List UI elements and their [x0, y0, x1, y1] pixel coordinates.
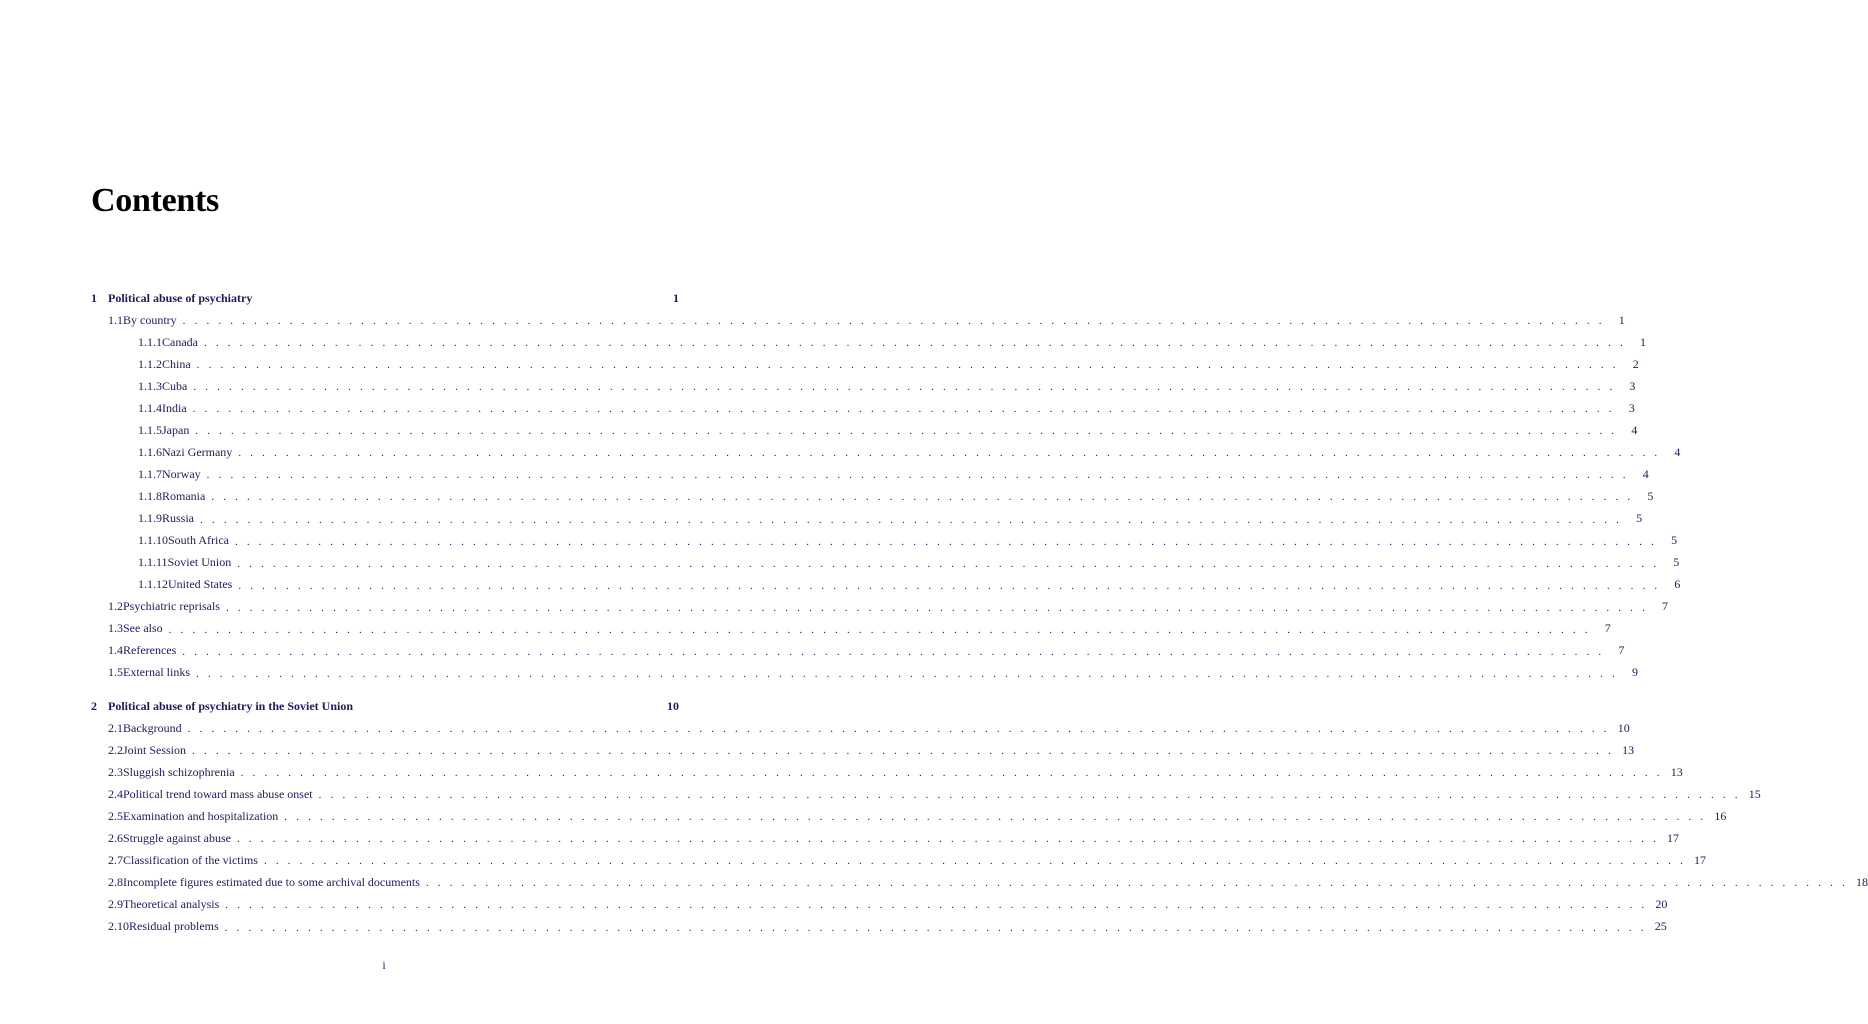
- toc-section[interactable]: [108, 619, 1611, 639]
- toc-subsection[interactable]: [138, 420, 1638, 440]
- toc-entry-title[interactable]: Political abuse of psychiatry: [108, 290, 253, 305]
- toc-entry-number: 1.1.5: [138, 422, 162, 437]
- dot-leader: . . . . . . . . . . . . . . . . . . . . . . . . . . . . . . . . . . . . . . . . . . . . . . . . . . . . . . . . . . . . . . . . . . . . . . . . . . . . . . . . . . . . . . . . . . . . . . . . . . . . . . . . . . . . . . . . . . . . . . . .: [200, 513, 1623, 526]
- toc-entry-number: 1.5: [108, 665, 123, 680]
- toc-entry-number: 2.6: [108, 830, 123, 845]
- toc-entry-title[interactable]: Classification of the victims: [123, 852, 258, 867]
- toc-entry-page: 1: [1640, 334, 1647, 349]
- dot-leader: . . . . . . . . . . . . . . . . . . . . . . . . . . . . . . . . . . . . . . . . . . . . . . . . . . . . . . . . . . . . . . . . . . . . . . . . . . . . . . . . . . . . . . . . . . . . . . . . . . . . . . . . . . . . . . . . . . . . . . . .: [225, 899, 1648, 912]
- toc-entry-number: 1.1.6: [138, 444, 162, 459]
- toc-subsection[interactable]: [138, 398, 1635, 418]
- dot-leader: . . . . . . . . . . . . . . . . . . . . . . . . . . . . . . . . . . . . . . . . . . . . . . . . . . . . . . . . . . . . . . . . . . . . . . . . . . . . . . . . . . . . . . . . . . . . . . . . . . . . . . . . . . . . . . . . . . . . . . . .: [211, 491, 1634, 504]
- toc-entry-page: 17: [1694, 852, 1707, 867]
- dot-leader: . . . . . . . . . . . . . . . . . . . . . . . . . . . . . . . . . . . . . . . . . . . . . . . . . . . . . . . . . . . . . . . . . . . . . . . . . . . . . . . . . . . . . . . . . . . . . . . . . . . . . . . . . . . . . . . . . . . . . . . .: [206, 469, 1629, 482]
- dot-leader: . . . . . . . . . . . . . . . . . . . . . . . . . . . . . . . . . . . . . . . . . . . . . . . . . . . . . . . . . . . . . . . . . . . . . . . . . . . . . . . . . . . . . . . . . . . . . . . . . . . . . . . . . . . . . . . . . . . . . . . .: [182, 315, 1605, 328]
- toc-entry-number: 2.3: [108, 764, 123, 779]
- dot-leader: . . . . . . . . . . . . . . . . . . . . . . . . . . . . . . . . . . . . . . . . . . . . . . . . . . . . . . . . . . . . . . . . . . . . . . . . . . . . . . . . . . . . . . . . . . . . . . . . . . . . . . . . . . . . . . . . . . . . . . . .: [237, 557, 1660, 570]
- toc-entry-number: 1.1.11: [138, 555, 168, 570]
- toc-entry-page: 1: [1618, 312, 1625, 327]
- toc-entry-title[interactable]: Russia: [162, 511, 195, 525]
- toc-entry-title[interactable]: Joint Session: [123, 742, 187, 757]
- toc-entry-number: 2.8: [108, 874, 123, 889]
- toc-entry-number: 1.4: [108, 643, 123, 658]
- toc-entry-page: 9: [1632, 665, 1639, 680]
- dot-leader: . . . . . . . . . . . . . . . . . . . . . . . . . . . . . . . . . . . . . . . . . . . . . . . . . . . . . . . . . . . . . . . . . . . . . . . . . . . . . . . . . . . . . . . . . . . . . . . . . . . . . . . . . . . . . . . . . . . . . . . .: [203, 337, 1627, 350]
- toc-entry-title[interactable]: Sluggish schizophrenia: [123, 764, 235, 779]
- toc-entry-number: 1.1.4: [138, 400, 162, 415]
- toc-entry-page: 18: [1855, 874, 1868, 889]
- page-number-footer: i: [382, 958, 386, 972]
- toc-entry-number: 1.2: [108, 599, 123, 614]
- toc-entry-page: 7: [1618, 643, 1625, 658]
- toc-section[interactable]: [108, 872, 1868, 892]
- toc-entry-page: 10: [667, 698, 679, 713]
- toc-entry-title[interactable]: See also: [123, 621, 163, 636]
- toc-subsection[interactable]: [138, 442, 1681, 462]
- toc-entry-number: 1.3: [108, 621, 123, 636]
- toc-entry-page: 7: [1604, 621, 1611, 636]
- toc-subsection[interactable]: [138, 575, 1681, 595]
- toc-entry-page: 3: [1628, 400, 1635, 415]
- toc-entry-page: 4: [1631, 422, 1638, 437]
- dot-leader: . . . . . . . . . . . . . . . . . . . . . . . . . . . . . . . . . . . . . . . . . . . . . . . . . . . . . . . . . . . . . . . . . . . . . . . . . . . . . . . . . . . . . . . . . . . . . . . . . . . . . . . . . . . . . . . . . . . . . . . .: [192, 745, 1615, 758]
- toc-entry-page: 25: [1654, 919, 1667, 933]
- toc-chapter[interactable]: [91, 288, 679, 308]
- toc-subsection[interactable]: [138, 464, 1649, 484]
- toc-entry-title[interactable]: Incomplete figures estimated due to some archival documents: [123, 874, 420, 889]
- toc-entry-page: 6: [1674, 577, 1681, 592]
- toc-entry-page: 20: [1655, 896, 1668, 911]
- toc-entry-page: 10: [1617, 720, 1630, 735]
- toc-entry-title[interactable]: Canada: [162, 334, 198, 349]
- toc-entry-page: 5: [1647, 488, 1654, 503]
- toc-subsection[interactable]: [138, 332, 1647, 352]
- toc-section[interactable]: [108, 663, 1639, 683]
- toc-entry-number: 1.1.1: [138, 334, 162, 349]
- toc-section[interactable]: [108, 718, 1630, 738]
- toc-entry-title[interactable]: Struggle against abuse: [123, 830, 231, 845]
- toc-entry-page: 16: [1714, 808, 1727, 823]
- toc-entry-number: 1.1.10: [138, 533, 168, 548]
- toc-subsection[interactable]: [138, 509, 1643, 529]
- toc-entry-title[interactable]: Cuba: [162, 378, 188, 393]
- toc-entry-page: 4: [1674, 444, 1681, 459]
- toc-subsection[interactable]: [138, 553, 1680, 573]
- toc-section[interactable]: [108, 597, 1669, 617]
- dot-leader: . . . . . . . . . . . . . . . . . . . . . . . . . . . . . . . . . . . . . . . . . . . . . . . . . . . . . . . . . . . . . . . . . . . . . . . . . . . . . . . . . . . . . . . . . . . . . . . . . . . . . . . . . . . . . . . . . . . . . . . .: [195, 667, 1619, 680]
- toc-entry-title[interactable]: External links: [123, 665, 190, 680]
- dot-leader: . . . . . . . . . . . . . . . . . . . . . . . . . . . . . . . . . . . . . . . . . . . . . . . . . . . . . . . . . . . . . . . . . . . . . . . . . . . . . . . . . . . . . . . . . . . . . . . . . . . . . . . . . . . . . . . . . . . . . . . .: [318, 789, 1741, 802]
- toc-entry-title[interactable]: References: [123, 643, 177, 658]
- toc-entry-title[interactable]: Theoretical analysis: [123, 896, 220, 911]
- toc-section[interactable]: [108, 784, 1761, 804]
- toc-section[interactable]: [108, 850, 1707, 870]
- toc-entry-title[interactable]: Political trend toward mass abuse onset: [123, 786, 313, 801]
- toc-chapter[interactable]: [91, 696, 679, 716]
- toc-entry-title[interactable]: Political abuse of psychiatry in the Soviet Union: [108, 698, 354, 713]
- dot-leader: . . . . . . . . . . . . . . . . . . . . . . . . . . . . . . . . . . . . . . . . . . . . . . . . . . . . . . . . . . . . . . . . . . . . . . . . . . . . . . . . . . . . . . . . . . . . . . . . . . . . . . . . . . . . . . . . . . . . . . . .: [236, 833, 1660, 846]
- toc-entry-page: 1: [673, 290, 679, 305]
- toc-entry-page: 15: [1748, 786, 1761, 801]
- toc-entry-title[interactable]: South Africa: [168, 533, 229, 548]
- toc-entry-title[interactable]: India: [162, 400, 187, 415]
- toc-entry-number: 2.5: [108, 808, 123, 823]
- toc-section[interactable]: [108, 917, 1667, 937]
- dot-leader: . . . . . . . . . . . . . . . . . . . . . . . . . . . . . . . . . . . . . . . . . . . . . . . . . . . . . . . . . . . . . . . . . . . . . . . . . . . . . . . . . . . . . . . . . . . . . . . . . . . . . . . . . . . . . . . . . . . . . . . .: [192, 403, 1615, 416]
- dot-leader: . . . . . . . . . . . . . . . . . . . . . . . . . . . . . . . . . . . . . . . . . . . . . . . . . . . . . . . . . . . . . . . . . . . . . . . . . . . . . . . . . . . . . . . . . . . . . . . . . . . . . . . . . . . . . . . . . . . . . . . .: [284, 811, 1707, 824]
- toc-section[interactable]: [108, 740, 1635, 760]
- toc-entry-page: 4: [1642, 466, 1649, 481]
- toc-section[interactable]: [108, 894, 1668, 914]
- toc-entry-page: 5: [1636, 511, 1643, 525]
- toc-entry-number: 1: [91, 290, 97, 305]
- page-title: Contents: [91, 182, 219, 219]
- toc-entry-number: 1.1.9: [138, 511, 162, 525]
- toc-entry-title[interactable]: Japan: [162, 422, 190, 437]
- dot-leader: . . . . . . . . . . . . . . . . . . . . . . . . . . . . . . . . . . . . . . . . . . . . . . . . . . . . . . . . . . . . . . . . . . . . . . . . . . . . . . . . . . . . . . . . . . . . . . . . . . . . . . . . . . . . . . . . . . . . . . . .: [193, 381, 1616, 394]
- dot-leader: . . . . . . . . . . . . . . . . . . . . . . . . . . . . . . . . . . . . . . . . . . . . . . . . . . . . . . . . . . . . . . . . . . . . . . . . . . . . . . . . . . . . . . . . . . . . . . . . . . . . . . . . . . . . . . . . . . . . . . . .: [238, 579, 1661, 592]
- toc-section[interactable]: [108, 806, 1727, 826]
- toc-entry-page: 13: [1622, 742, 1635, 757]
- toc-entry-page: 13: [1670, 764, 1683, 779]
- toc-entry-title[interactable]: Examination and hospitalization: [123, 808, 279, 823]
- toc-section[interactable]: [108, 828, 1680, 848]
- dot-leader: . . . . . . . . . . . . . . . . . . . . . . . . . . . . . . . . . . . . . . . . . . . . . . . . . . . . . . . . . . . . . . . . . . . . . . . . . . . . . . . . . . . . . . . . . . . . . . . . . . . . . . . . . . . . . . . . . . . . . . . .: [195, 425, 1618, 438]
- toc-entry-title[interactable]: United States: [168, 577, 233, 592]
- toc-entry-number: 2.1: [108, 720, 123, 735]
- toc-entry-title[interactable]: Background: [123, 720, 182, 735]
- toc-entry-page: 5: [1673, 555, 1680, 570]
- toc-entry-number: 2.2: [108, 742, 123, 757]
- dot-leader: . . . . . . . . . . . . . . . . . . . . . . . . . . . . . . . . . . . . . . . . . . . . . . . . . . . . . . . . . . . . . . . . . . . . . . . . . . . . . . . . . . . . . . . . . . . . . . . . . . . . . . . . . . . . . . . . . . . . . . . .: [238, 447, 1661, 460]
- dot-leader: . . . . . . . . . . . . . . . . . . . . . . . . . . . . . . . . . . . . . . . . . . . . . . . . . . . . . . . . . . . . . . . . . . . . . . . . . . . . . . . . . . . . . . . . . . . . . . . . . . . . . . . . . . . . . . . . . . . . . . . .: [263, 855, 1687, 868]
- toc-entry-number: 2.4: [108, 786, 123, 801]
- toc-section[interactable]: [108, 762, 1683, 782]
- toc-subsection[interactable]: [138, 531, 1678, 551]
- toc-entry-page: 2: [1632, 356, 1639, 371]
- toc-entry-title[interactable]: Soviet Union: [167, 555, 232, 570]
- toc-entry-page: 7: [1662, 599, 1669, 614]
- toc-section[interactable]: [108, 310, 1625, 330]
- toc-entry-page: 5: [1671, 533, 1678, 548]
- dot-leader: . . . . . . . . . . . . . . . . . . . . . . . . . . . . . . . . . . . . . . . . . . . . . . . . . . . . . . . . . . . . . . . . . . . . . . . . . . . . . . . . . . . . . . . . . . . . . . . . . . . . . . . . . . . . . . . . . . . . . . . .: [425, 877, 1848, 890]
- toc-entry-title[interactable]: Romania: [162, 488, 206, 503]
- toc-entry-number: 1.1.12: [138, 577, 168, 592]
- toc-entry-number: 1.1.3: [138, 378, 162, 393]
- toc-entry-title[interactable]: Residual problems: [129, 919, 219, 933]
- dot-leader: [258, 297, 659, 299]
- toc-entry-number: 2.9: [108, 896, 123, 911]
- dot-leader: . . . . . . . . . . . . . . . . . . . . . . . . . . . . . . . . . . . . . . . . . . . . . . . . . . . . . . . . . . . . . . . . . . . . . . . . . . . . . . . . . . . . . . . . . . . . . . . . . . . . . . . . . . . . . . . . . . . . . . . .: [224, 921, 1647, 934]
- dot-leader: [359, 705, 659, 707]
- toc-entry-title[interactable]: China: [162, 356, 191, 371]
- toc-entry-number: 2.10: [108, 919, 129, 933]
- toc-entry-title[interactable]: Norway: [162, 466, 201, 481]
- toc-entry-number: 2: [91, 698, 97, 713]
- toc-entry-number: 1.1.2: [138, 356, 162, 371]
- toc-entry-title[interactable]: Nazi Germany: [162, 444, 233, 459]
- dot-leader: . . . . . . . . . . . . . . . . . . . . . . . . . . . . . . . . . . . . . . . . . . . . . . . . . . . . . . . . . . . . . . . . . . . . . . . . . . . . . . . . . . . . . . . . . . . . . . . . . . . . . . . . . . . . . . . . . . . . . . . .: [225, 601, 1649, 614]
- toc-entry-page: 3: [1629, 378, 1636, 393]
- toc-entry-title[interactable]: Psychiatric reprisals: [123, 599, 220, 614]
- dot-leader: . . . . . . . . . . . . . . . . . . . . . . . . . . . . . . . . . . . . . . . . . . . . . . . . . . . . . . . . . . . . . . . . . . . . . . . . . . . . . . . . . . . . . . . . . . . . . . . . . . . . . . . . . . . . . . . . . . . . . . . .: [196, 359, 1619, 372]
- toc-entry-title[interactable]: By country: [123, 312, 177, 327]
- toc-subsection[interactable]: [138, 486, 1654, 506]
- toc-section[interactable]: [108, 641, 1625, 661]
- toc-entry-number: 2.7: [108, 852, 123, 867]
- dot-leader: . . . . . . . . . . . . . . . . . . . . . . . . . . . . . . . . . . . . . . . . . . . . . . . . . . . . . . . . . . . . . . . . . . . . . . . . . . . . . . . . . . . . . . . . . . . . . . . . . . . . . . . . . . . . . . . . . . . . . . . .: [182, 645, 1605, 658]
- dot-leader: . . . . . . . . . . . . . . . . . . . . . . . . . . . . . . . . . . . . . . . . . . . . . . . . . . . . . . . . . . . . . . . . . . . . . . . . . . . . . . . . . . . . . . . . . . . . . . . . . . . . . . . . . . . . . . . . . . . . . . . .: [240, 767, 1663, 780]
- dot-leader: . . . . . . . . . . . . . . . . . . . . . . . . . . . . . . . . . . . . . . . . . . . . . . . . . . . . . . . . . . . . . . . . . . . . . . . . . . . . . . . . . . . . . . . . . . . . . . . . . . . . . . . . . . . . . . . . . . . . . . . .: [187, 723, 1610, 736]
- dot-leader: . . . . . . . . . . . . . . . . . . . . . . . . . . . . . . . . . . . . . . . . . . . . . . . . . . . . . . . . . . . . . . . . . . . . . . . . . . . . . . . . . . . . . . . . . . . . . . . . . . . . . . . . . . . . . . . . . . . . . . . .: [235, 535, 1658, 548]
- toc-entry-page: 17: [1667, 830, 1680, 845]
- toc-entry-number: 1.1: [108, 312, 123, 327]
- toc-subsection[interactable]: [138, 376, 1636, 396]
- toc-entry-number: 1.1.7: [138, 466, 162, 481]
- dot-leader: . . . . . . . . . . . . . . . . . . . . . . . . . . . . . . . . . . . . . . . . . . . . . . . . . . . . . . . . . . . . . . . . . . . . . . . . . . . . . . . . . . . . . . . . . . . . . . . . . . . . . . . . . . . . . . . . . . . . . . . .: [168, 623, 1591, 636]
- toc-subsection[interactable]: [138, 354, 1639, 374]
- toc-entry-number: 1.1.8: [138, 488, 162, 503]
